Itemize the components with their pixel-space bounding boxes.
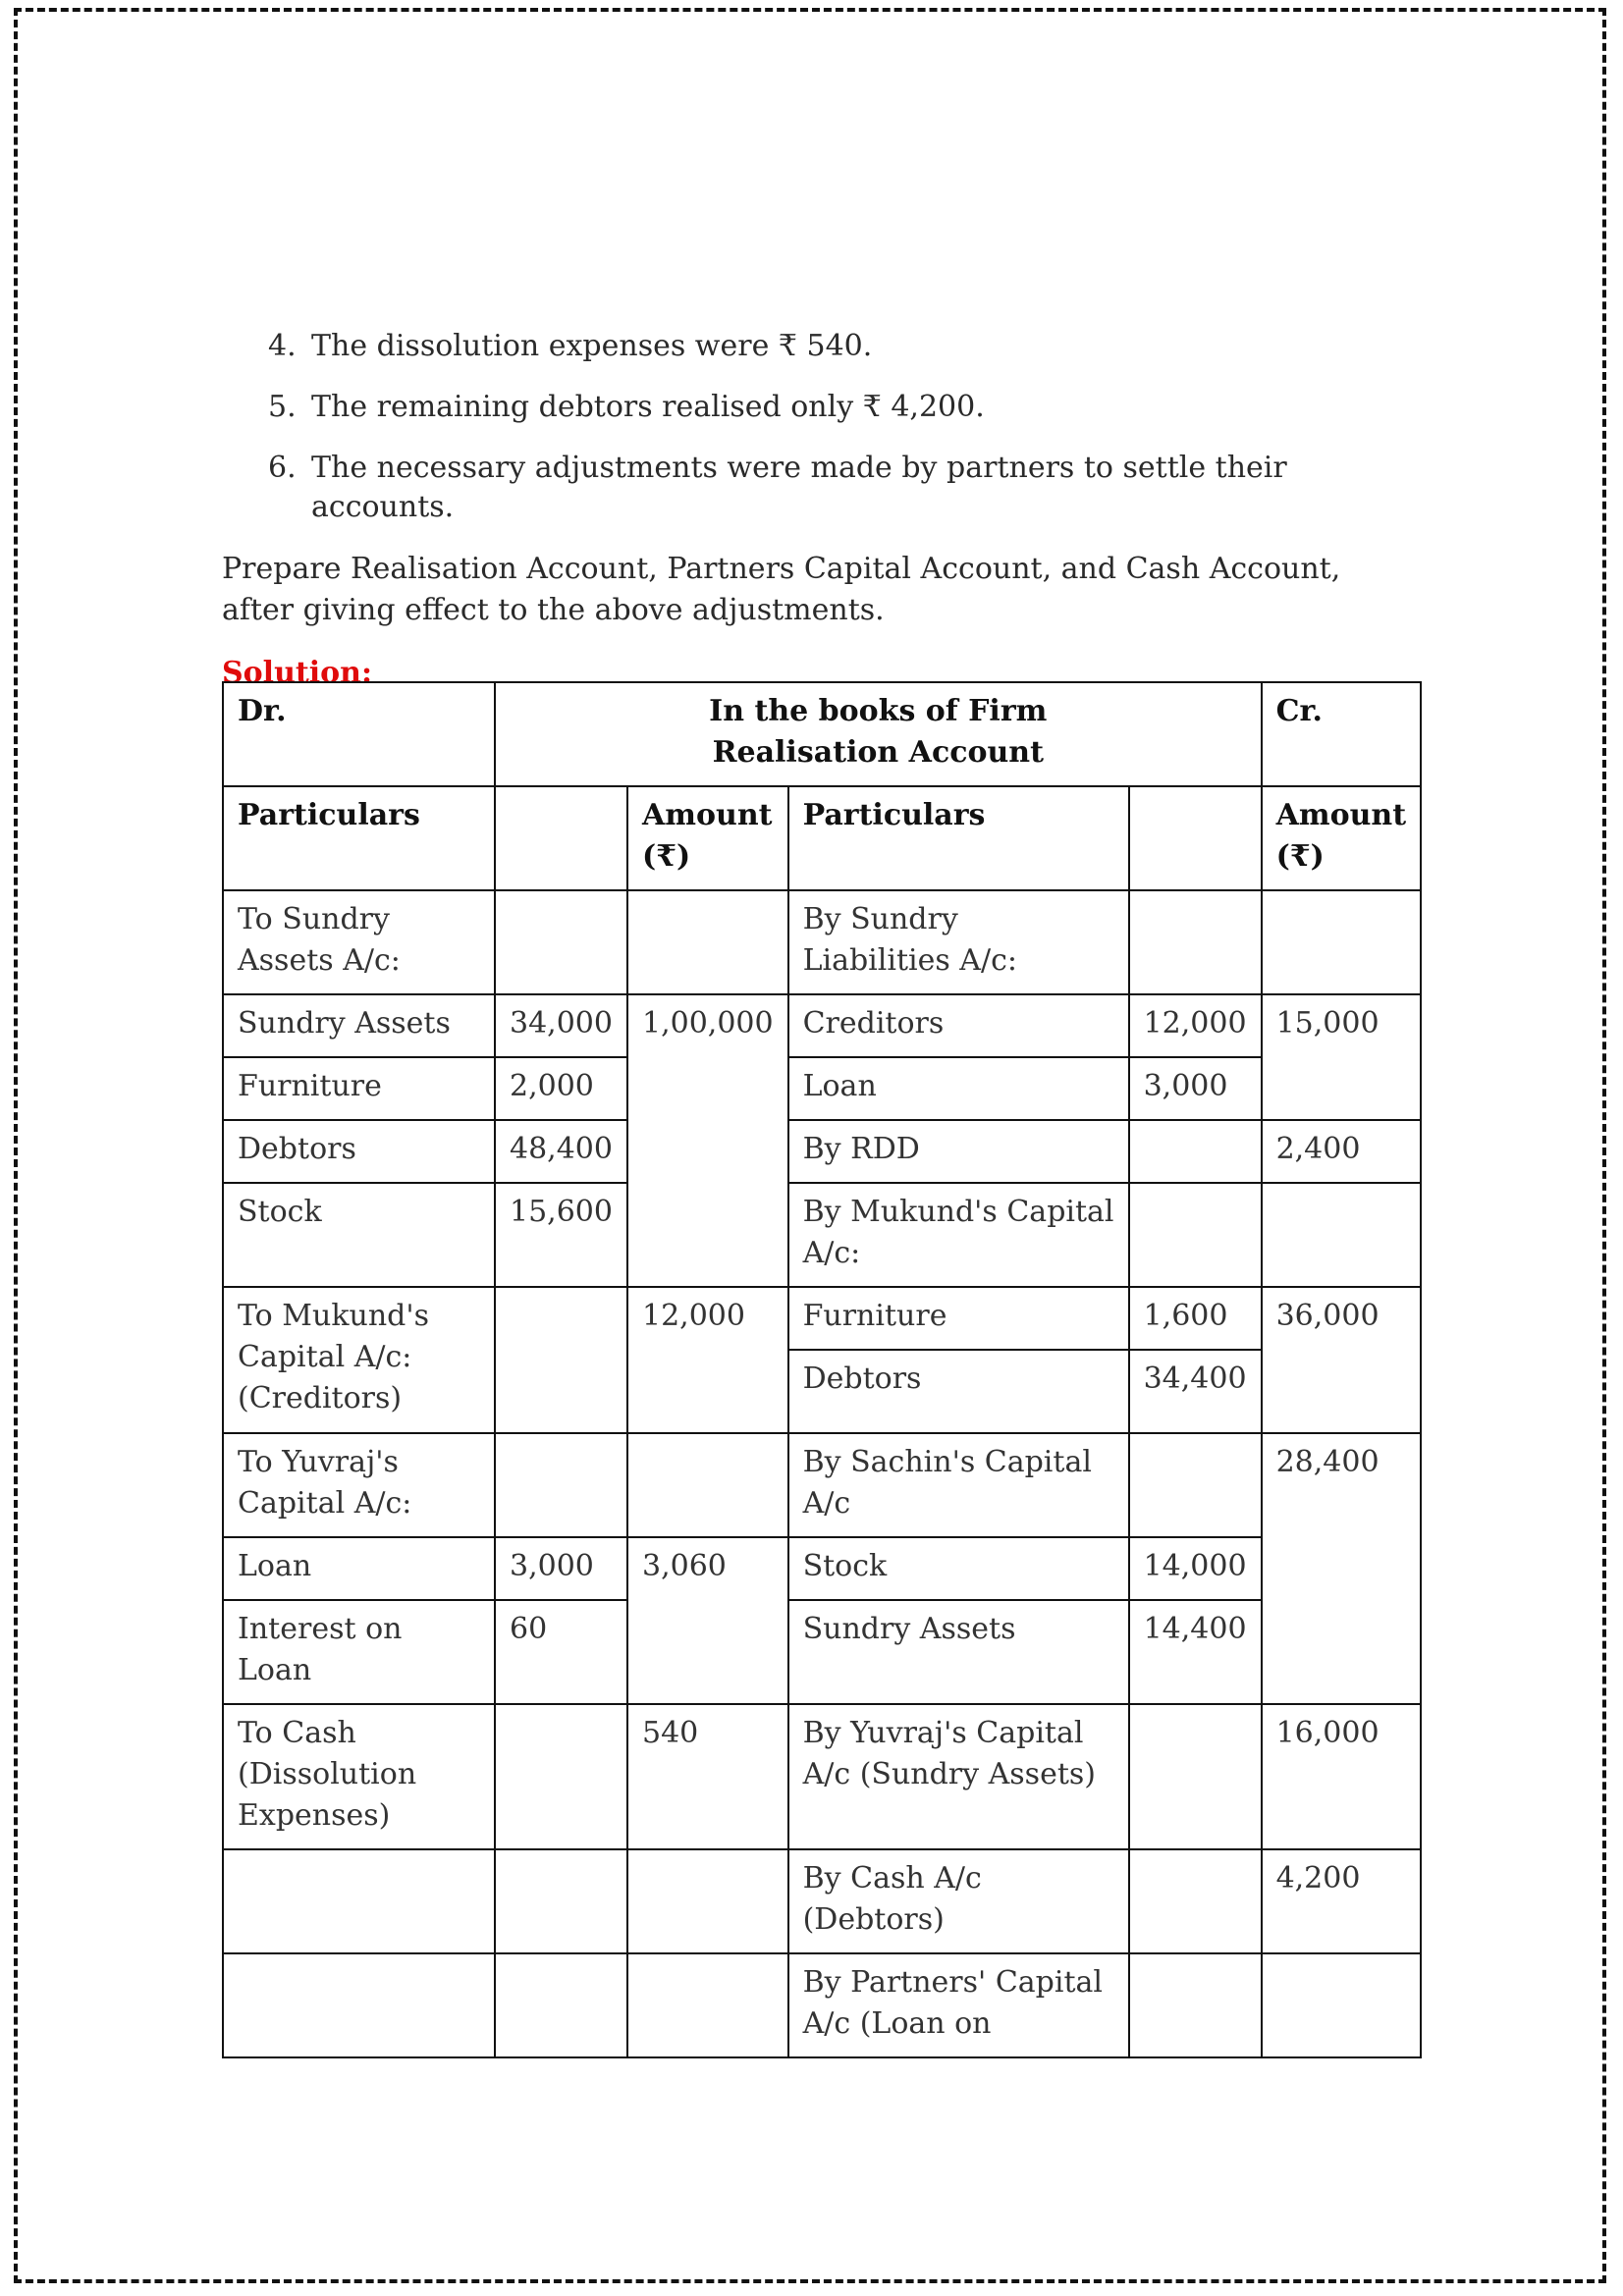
credit-particular: By Mukund's Capital A/c:	[788, 1183, 1129, 1287]
debit-particular: Interest on Loan	[223, 1600, 495, 1704]
table-row	[223, 890, 1421, 994]
debit-sub-amount	[495, 890, 627, 994]
credit-particular: By Cash A/c (Debtors)	[788, 1849, 1129, 1953]
credit-particular: Loan	[788, 1057, 1129, 1120]
debit-amount: 12,000	[627, 1287, 788, 1433]
table-row	[223, 1600, 1421, 1704]
debit-sub-amount: 60	[495, 1600, 627, 1704]
table-row	[223, 1433, 1421, 1537]
debit-particular	[223, 1953, 495, 2057]
debit-amount	[627, 1953, 788, 2057]
credit-particular: By Yuvraj's Capital A/c (Sundry Assets)	[788, 1704, 1129, 1849]
credit-particular: Furniture	[788, 1287, 1129, 1350]
list-item: 5. The remaining debtors realised only ₹ 4,200.	[268, 390, 985, 424]
table-row	[223, 682, 1421, 786]
credit-sub-amount	[1129, 1120, 1262, 1183]
credit-sub-amount: 3,000	[1129, 1057, 1262, 1120]
header-amount-left: Amount (₹)	[627, 786, 788, 890]
table-row	[223, 1704, 1421, 1849]
credit-particular: By Sundry Liabilities A/c:	[788, 890, 1129, 994]
table-row	[223, 1953, 1421, 2057]
debit-amount	[627, 890, 788, 994]
debit-particular: To Sundry Assets A/c:	[223, 890, 495, 994]
list-item: 6. The necessary adjustments were made by partners to settle their accounts.	[268, 451, 1287, 524]
debit-sub-amount	[495, 1433, 627, 1537]
credit-sub-amount: 12,000	[1129, 994, 1262, 1057]
debit-sub-amount	[495, 1953, 627, 2057]
credit-sub-amount	[1129, 890, 1262, 994]
credit-particular: Debtors	[788, 1350, 1129, 1433]
table-row	[223, 1120, 1421, 1183]
credit-sub-amount	[1129, 1849, 1262, 1953]
debit-sub-amount: 2,000	[495, 1057, 627, 1120]
debit-particular: Debtors	[223, 1120, 495, 1183]
credit-sub-amount	[1129, 1183, 1262, 1287]
credit-sub-amount	[1129, 1433, 1262, 1537]
table-row	[223, 786, 1421, 890]
header-particulars-left: Particulars	[223, 786, 495, 890]
credit-amount: 15,000	[1262, 994, 1422, 1120]
cr-label: Cr.	[1262, 682, 1422, 786]
debit-particular: To Cash (Dissolution Expenses)	[223, 1704, 495, 1849]
credit-amount	[1262, 1953, 1422, 2057]
debit-amount	[627, 1433, 788, 1537]
debit-amount	[627, 1849, 788, 1953]
account-title	[495, 682, 1262, 786]
dr-label: Dr.	[223, 682, 495, 786]
debit-particular: To Mukund's Capital A/c: (Creditors)	[223, 1287, 495, 1433]
debit-sub-amount	[495, 1287, 627, 1433]
debit-sub-amount: 48,400	[495, 1120, 627, 1183]
credit-particular: By RDD	[788, 1120, 1129, 1183]
debit-particular: Furniture	[223, 1057, 495, 1120]
credit-amount: 4,200	[1262, 1849, 1422, 1953]
credit-amount: 28,400	[1262, 1433, 1422, 1704]
debit-amount: 540	[627, 1704, 788, 1849]
solution-label: Solution:	[222, 656, 373, 690]
question-text: Prepare Realisation Account, Partners Capital Account, and Cash Account, after giving effect to the above adjustments.	[222, 552, 1341, 627]
firm-title: In the books of Firm	[709, 694, 1048, 728]
credit-sub-amount: 14,400	[1129, 1600, 1262, 1704]
debit-sub-amount: 34,000	[495, 994, 627, 1057]
credit-amount: 2,400	[1262, 1120, 1422, 1183]
debit-particular: To Yuvraj's Capital A/c:	[223, 1433, 495, 1537]
debit-sub-amount	[495, 1849, 627, 1953]
credit-amount: 36,000	[1262, 1287, 1422, 1433]
debit-sub-amount: 3,000	[495, 1537, 627, 1600]
account-name: Realisation Account	[712, 735, 1044, 770]
realisation-account-table	[222, 681, 1422, 2058]
credit-particular: Stock	[788, 1537, 1129, 1600]
credit-amount	[1262, 890, 1422, 994]
header-blank	[1129, 786, 1262, 890]
debit-amount: 1,00,000	[627, 994, 788, 1287]
header-blank	[495, 786, 627, 890]
credit-particular: Creditors	[788, 994, 1129, 1057]
credit-amount	[1262, 1183, 1422, 1287]
credit-sub-amount	[1129, 1953, 1262, 2057]
table-row	[223, 1287, 1421, 1350]
list-item: 4. The dissolution expenses were ₹ 540.	[268, 329, 873, 363]
debit-particular: Loan	[223, 1537, 495, 1600]
document-body	[222, 327, 1400, 694]
credit-sub-amount: 1,600	[1129, 1287, 1262, 1350]
debit-sub-amount: 15,600	[495, 1183, 627, 1287]
credit-particular: By Sachin's Capital A/c	[788, 1433, 1129, 1537]
table-row	[223, 1537, 1421, 1600]
table-row	[223, 1849, 1421, 1953]
credit-sub-amount: 14,000	[1129, 1537, 1262, 1600]
table-row	[223, 994, 1421, 1057]
debit-particular: Stock	[223, 1183, 495, 1287]
credit-sub-amount	[1129, 1704, 1262, 1849]
header-particulars-right: Particulars	[788, 786, 1129, 890]
credit-amount: 16,000	[1262, 1704, 1422, 1849]
debit-particular	[223, 1849, 495, 1953]
debit-sub-amount	[495, 1704, 627, 1849]
credit-particular: Sundry Assets	[788, 1600, 1129, 1704]
header-amount-right: Amount (₹)	[1262, 786, 1422, 890]
debit-particular: Sundry Assets	[223, 994, 495, 1057]
debit-amount: 3,060	[627, 1537, 788, 1704]
table-row	[223, 1183, 1421, 1287]
table-row	[223, 1057, 1421, 1120]
credit-sub-amount: 34,400	[1129, 1350, 1262, 1433]
credit-particular: By Partners' Capital A/c (Loan on	[788, 1953, 1129, 2057]
adjustments-list	[222, 327, 1400, 527]
